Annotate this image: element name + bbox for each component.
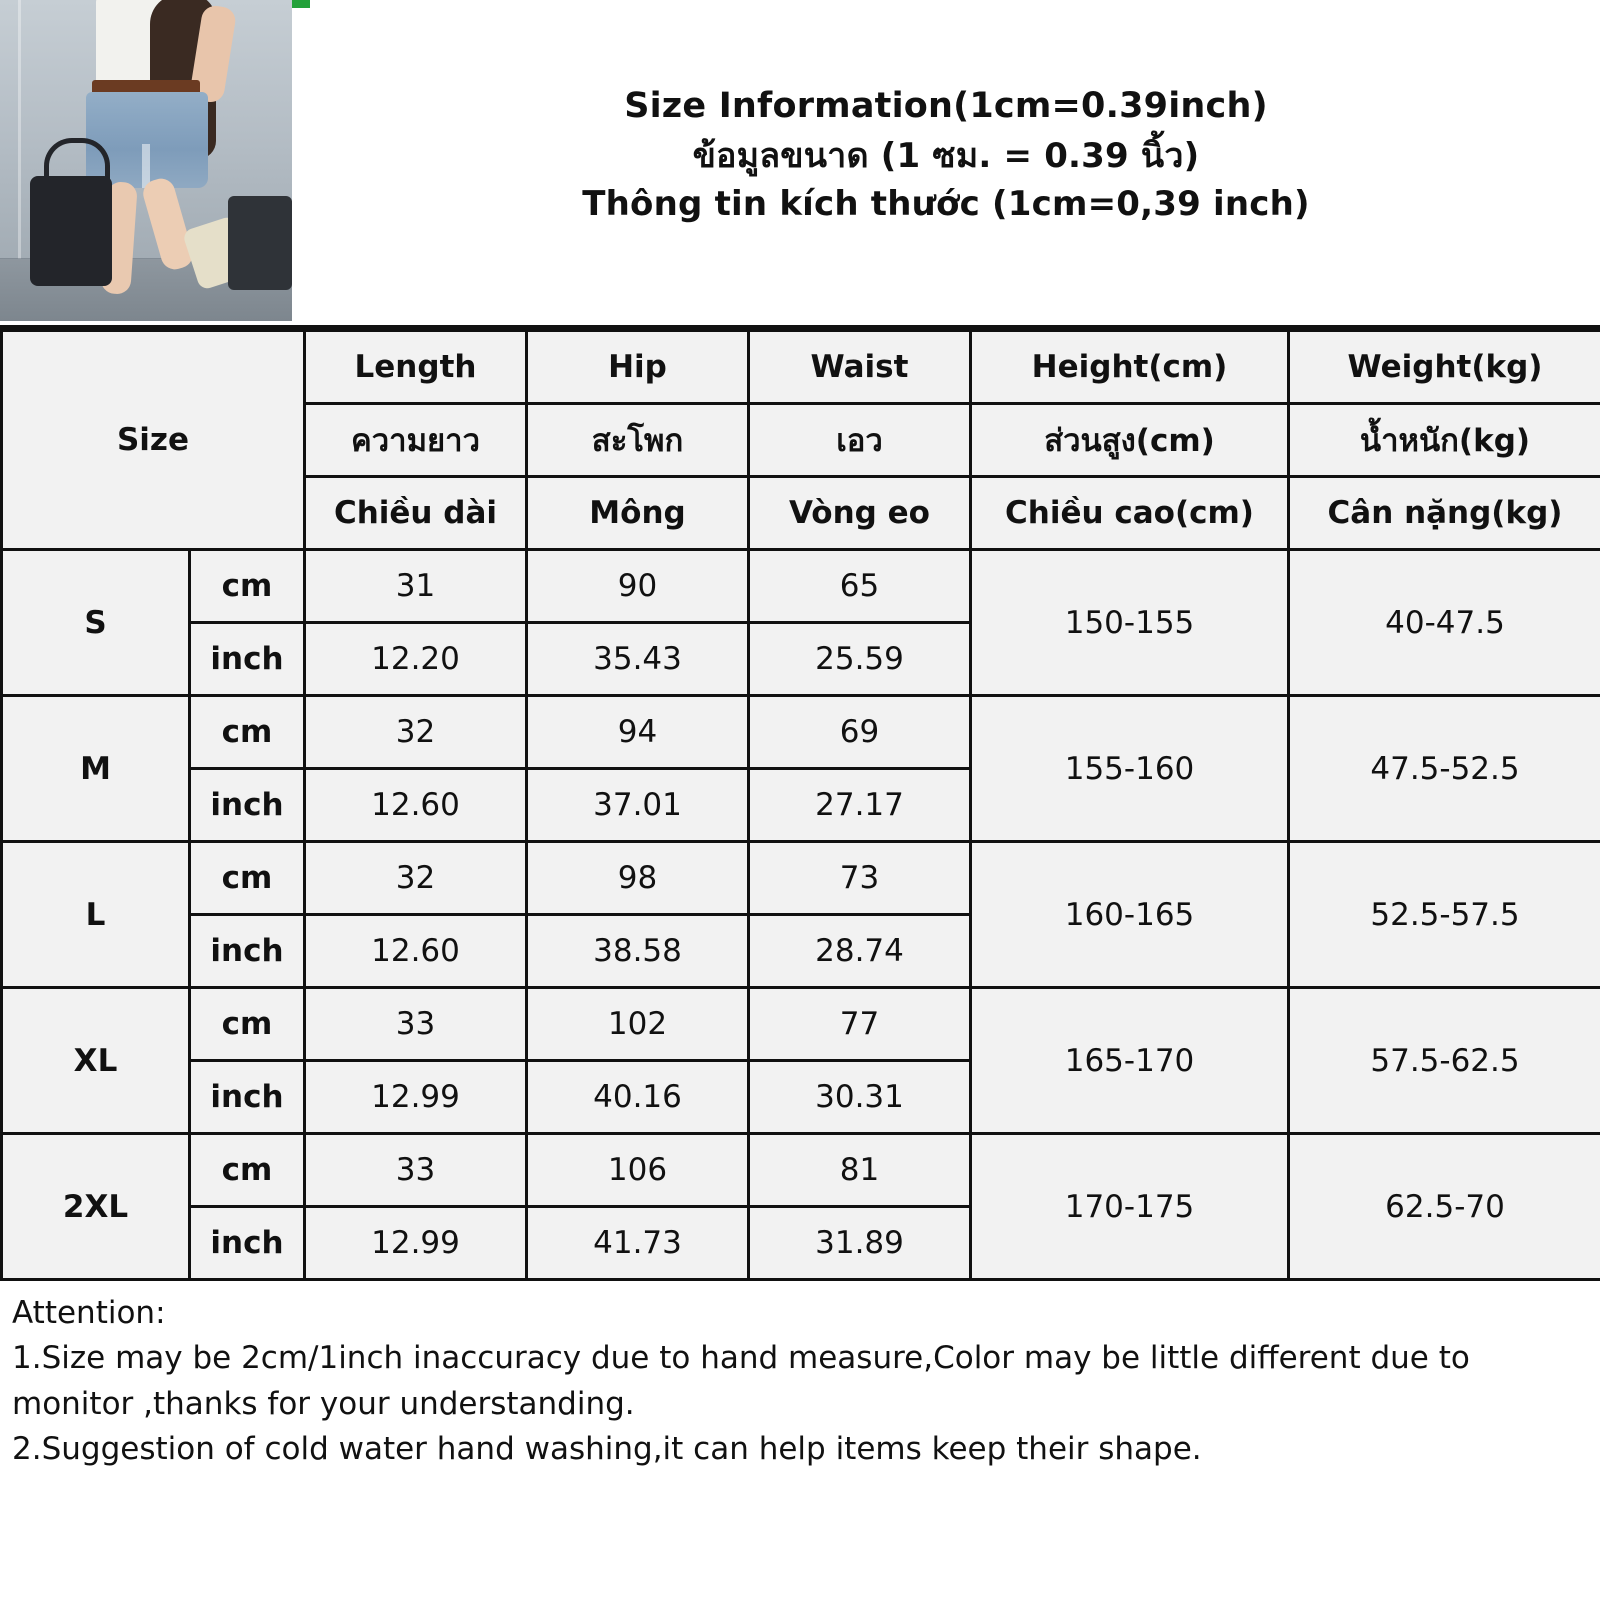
row-size-l: L xyxy=(2,842,190,988)
header-height-th: ส่วนสูง(cm) xyxy=(971,404,1289,477)
m-hip-cm: 94 xyxy=(527,696,749,769)
suitcase xyxy=(228,196,292,290)
xl-length-inch: 12.99 xyxy=(305,1061,527,1134)
xxl-length-cm: 33 xyxy=(305,1134,527,1207)
m-length-inch: 12.60 xyxy=(305,769,527,842)
m-waist-inch: 27.17 xyxy=(749,769,971,842)
unit-cm: cm xyxy=(190,988,305,1061)
size-header-cell: Size xyxy=(2,331,305,550)
m-hip-inch: 37.01 xyxy=(527,769,749,842)
header-length-en: Length xyxy=(305,331,527,404)
unit-inch: inch xyxy=(190,769,305,842)
unit-inch: inch xyxy=(190,1207,305,1280)
xl-hip-inch: 40.16 xyxy=(527,1061,749,1134)
title-block xyxy=(292,0,1600,325)
xxl-waist-cm: 81 xyxy=(749,1134,971,1207)
xl-height: 165-170 xyxy=(971,988,1289,1134)
unit-inch: inch xyxy=(190,1061,305,1134)
unit-inch: inch xyxy=(190,915,305,988)
m-length-cm: 32 xyxy=(305,696,527,769)
size-table xyxy=(0,329,1600,1281)
row-size-m: M xyxy=(2,696,190,842)
header-waist-en: Waist xyxy=(749,331,971,404)
unit-inch: inch xyxy=(190,623,305,696)
header-weight-en: Weight(kg) xyxy=(1289,331,1600,404)
s-length-inch: 12.20 xyxy=(305,623,527,696)
l-height: 160-165 xyxy=(971,842,1289,988)
attention-line-1: 1.Size may be 2cm/1inch inaccuracy due to hand measure,Color may be little different due to xyxy=(12,1340,1470,1377)
row-size-s: S xyxy=(2,550,190,696)
header-waist-th: เอว xyxy=(749,404,971,477)
xxl-hip-cm: 106 xyxy=(527,1134,749,1207)
attention-heading: Attention: xyxy=(12,1295,166,1331)
xxl-hip-inch: 41.73 xyxy=(527,1207,749,1280)
header-waist-vi: Vòng eo xyxy=(749,477,971,550)
header-height-en: Height(cm) xyxy=(971,331,1289,404)
unit-cm: cm xyxy=(190,696,305,769)
handbag xyxy=(30,176,112,286)
m-height: 155-160 xyxy=(971,696,1289,842)
xl-hip-cm: 102 xyxy=(527,988,749,1061)
s-waist-inch: 25.59 xyxy=(749,623,971,696)
table-row xyxy=(2,550,1600,623)
row-size-2xl: 2XL xyxy=(2,1134,190,1280)
title-vietnamese: Thông tin kích thước (1cm=0,39 inch) xyxy=(582,184,1310,225)
xxl-weight: 62.5-70 xyxy=(1289,1134,1600,1280)
l-hip-inch: 38.58 xyxy=(527,915,749,988)
product-photo xyxy=(0,0,292,321)
header-hip-en: Hip xyxy=(527,331,749,404)
unit-cm: cm xyxy=(190,1134,305,1207)
header-hip-th: สะโพก xyxy=(527,404,749,477)
l-length-cm: 32 xyxy=(305,842,527,915)
l-length-inch: 12.60 xyxy=(305,915,527,988)
header-height-vi: Chiều cao(cm) xyxy=(971,477,1289,550)
m-waist-cm: 69 xyxy=(749,696,971,769)
l-waist-inch: 28.74 xyxy=(749,915,971,988)
table-row xyxy=(2,696,1600,769)
table-row xyxy=(2,842,1600,915)
table-header-row-en xyxy=(2,331,1600,404)
l-weight: 52.5-57.5 xyxy=(1289,842,1600,988)
xxl-waist-inch: 31.89 xyxy=(749,1207,971,1280)
xl-weight: 57.5-62.5 xyxy=(1289,988,1600,1134)
header-length-vi: Chiều dài xyxy=(305,477,527,550)
green-accent-bar xyxy=(292,0,310,8)
xl-length-cm: 33 xyxy=(305,988,527,1061)
xl-waist-cm: 77 xyxy=(749,988,971,1061)
header-hip-vi: Mông xyxy=(527,477,749,550)
attention-line-3: 2.Suggestion of cold water hand washing,it can help items keep their shape. xyxy=(12,1430,1202,1467)
table-row xyxy=(2,1134,1600,1207)
m-weight: 47.5-52.5 xyxy=(1289,696,1600,842)
s-weight: 40-47.5 xyxy=(1289,550,1600,696)
attention-block xyxy=(0,1281,1600,1472)
title-english: Size Information(1cm=0.39inch) xyxy=(624,86,1268,127)
row-size-xl: XL xyxy=(2,988,190,1134)
l-waist-cm: 73 xyxy=(749,842,971,915)
xl-waist-inch: 30.31 xyxy=(749,1061,971,1134)
unit-cm: cm xyxy=(190,842,305,915)
l-hip-cm: 98 xyxy=(527,842,749,915)
s-length-cm: 31 xyxy=(305,550,527,623)
title-thai: ข้อมูลขนาด (1 ซม. = 0.39 นิ้ว) xyxy=(692,136,1200,177)
header xyxy=(0,0,1600,329)
xxl-height: 170-175 xyxy=(971,1134,1289,1280)
s-height: 150-155 xyxy=(971,550,1289,696)
xxl-length-inch: 12.99 xyxy=(305,1207,527,1280)
attention-line-2: monitor ,thanks for your understanding. xyxy=(12,1385,635,1422)
unit-cm: cm xyxy=(190,550,305,623)
header-length-th: ความยาว xyxy=(305,404,527,477)
header-weight-vi: Cân nặng(kg) xyxy=(1289,477,1600,550)
s-waist-cm: 65 xyxy=(749,550,971,623)
table-row xyxy=(2,988,1600,1061)
s-hip-inch: 35.43 xyxy=(527,623,749,696)
header-weight-th: น้ำหนัก(kg) xyxy=(1289,404,1600,477)
s-hip-cm: 90 xyxy=(527,550,749,623)
